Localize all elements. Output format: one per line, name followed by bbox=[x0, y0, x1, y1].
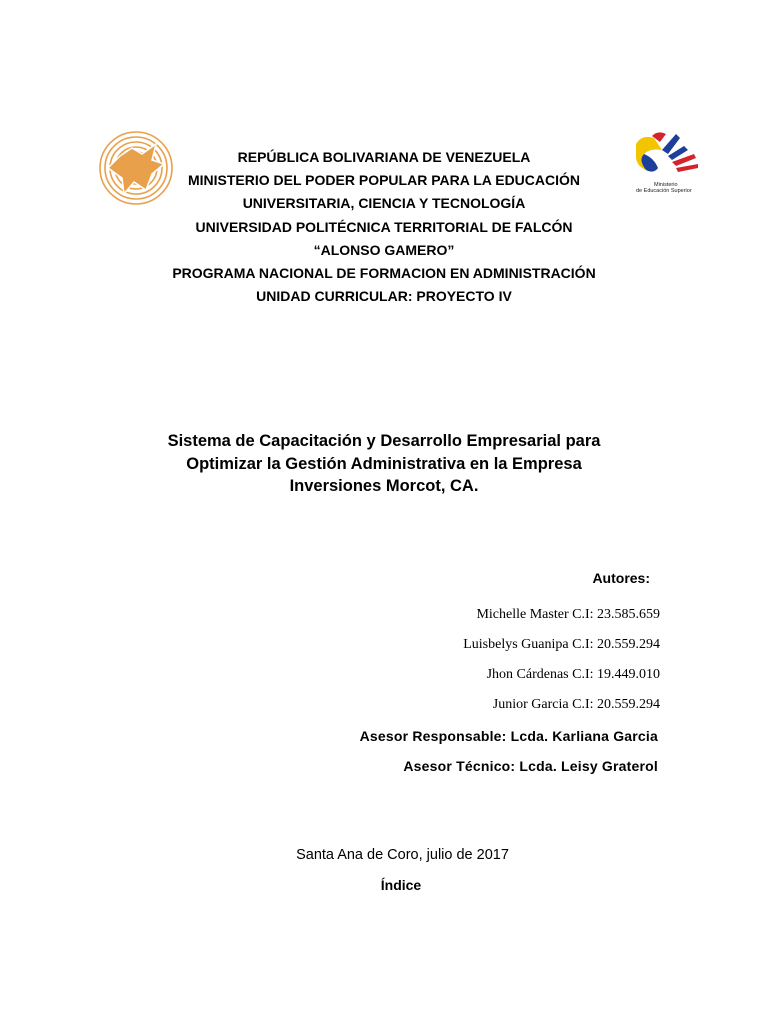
advisor-responsable: Asesor Responsable: Lcda. Karliana Garcia bbox=[359, 728, 658, 744]
title-line-2: Optimizar la Gestión Administrativa en la Empresa bbox=[186, 454, 582, 473]
ministry-logo-icon bbox=[632, 128, 702, 198]
header-line-republic: REPÚBLICA BOLIVARIANA DE VENEZUELA bbox=[237, 149, 531, 165]
author-item: Jhon Cárdenas C.I: 19.449.010 bbox=[486, 667, 660, 682]
ministry-text-line2: de Educación Superior bbox=[636, 188, 692, 194]
place-date: Santa Ana de Coro, julio de 2017 bbox=[296, 847, 509, 863]
author-item: Luisbelys Guanipa C.I: 20.559.294 bbox=[463, 637, 660, 652]
title-line-3: Inversiones Morcot, CA. bbox=[289, 477, 479, 495]
header-line-ministry: MINISTERIO DEL PODER POPULAR PARA LA EDUCACIÓN bbox=[187, 172, 581, 189]
index-heading: Índice bbox=[380, 877, 422, 893]
author-item: Michelle Master C.I: 23.585.659 bbox=[476, 607, 660, 622]
advisor-tecnico: Asesor Técnico: Lcda. Leisy Graterol bbox=[403, 758, 658, 774]
ministry-logo-text bbox=[636, 182, 706, 194]
title-line-1: Sistema de Capacitación y Desarrollo Empresarial para bbox=[167, 432, 601, 450]
header-line-course: UNIDAD CURRICULAR: PROYECTO IV bbox=[256, 288, 512, 305]
project-title bbox=[120, 430, 648, 498]
author-item: Junior Garcia C.I: 20.559.294 bbox=[492, 697, 660, 712]
ministry-text-line1: Ministerio bbox=[654, 182, 678, 188]
header-line-university-name: “ALONSO GAMERO” bbox=[313, 241, 455, 258]
header-line-ministry-cont: UNIVERSITARIA, CIENCIA Y TECNOLOGÍA bbox=[242, 195, 526, 212]
header-line-program: PROGRAMA NACIONAL DE FORMACION EN ADMINISTRACIÓN bbox=[172, 265, 596, 282]
header-line-university: UNIVERSIDAD POLITÉCNICA TERRITORIAL DE FALCÓN bbox=[195, 218, 573, 235]
institution-header bbox=[130, 146, 638, 308]
authors-label: Autores: bbox=[592, 570, 650, 586]
